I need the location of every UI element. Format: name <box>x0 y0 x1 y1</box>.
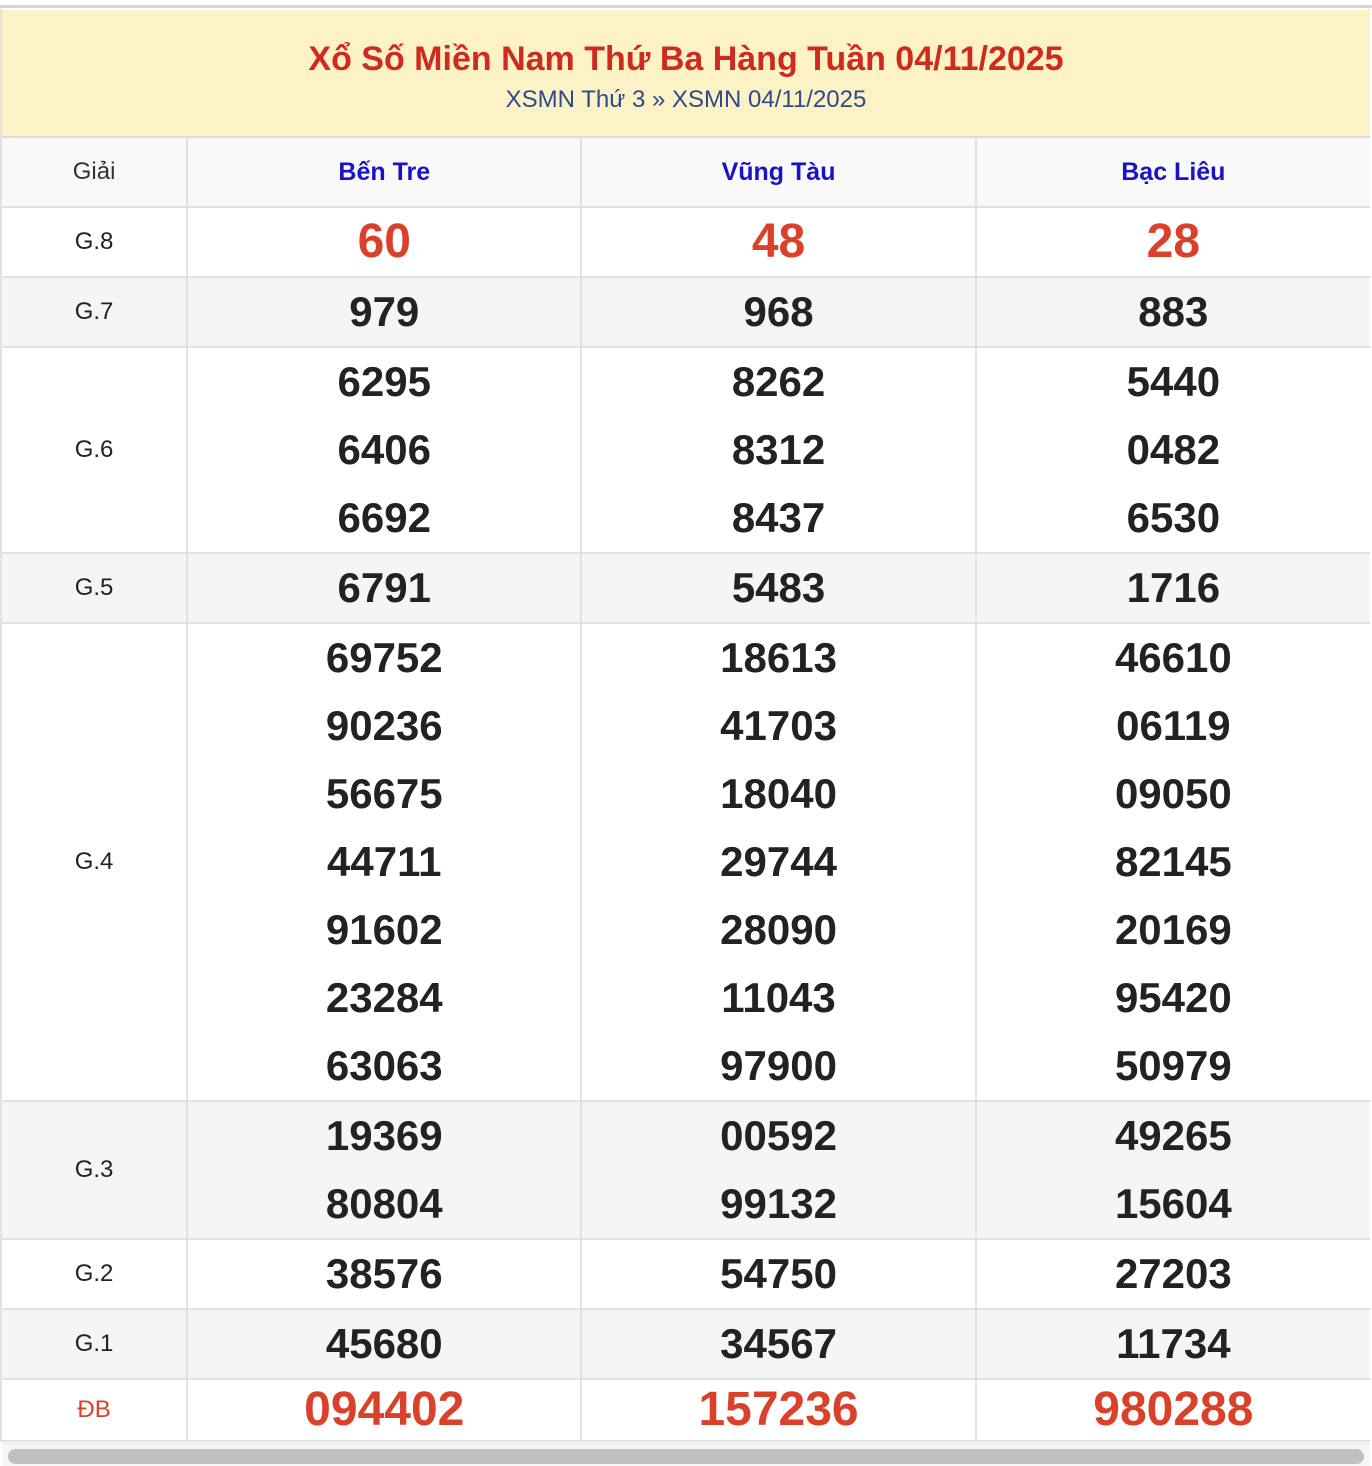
prize-label: G.3 <box>2 1101 187 1239</box>
prize-number: 00592 <box>720 1112 837 1159</box>
prize-number: 8437 <box>731 494 826 541</box>
prize-cell <box>976 1239 1370 1309</box>
prize-cell <box>187 277 581 347</box>
prize-number: 46610 <box>1114 634 1232 681</box>
prize-number: 49265 <box>1114 1112 1232 1159</box>
prize-number: 18040 <box>720 770 837 817</box>
prize-cell <box>581 347 975 553</box>
prize-number: 0482 <box>1126 426 1221 473</box>
page-title: Xổ Số Miền Nam Thứ Ba Hàng Tuần 04/11/2025 <box>308 40 1064 78</box>
table-header-row <box>2 137 1370 207</box>
prize-number: 883 <box>1138 288 1209 335</box>
prize-cell <box>187 1309 581 1379</box>
prize-row-g3 <box>2 1101 1370 1239</box>
prize-cell <box>976 1101 1370 1239</box>
prize-number: 968 <box>743 288 814 335</box>
prize-label: G.4 <box>2 623 187 1101</box>
prize-number: 6295 <box>337 358 431 405</box>
prize-number: 18613 <box>720 634 837 681</box>
prize-cell <box>581 1309 975 1379</box>
top-divider <box>0 5 1372 8</box>
prize-cell <box>581 623 975 1101</box>
prize-number: 34567 <box>720 1320 837 1367</box>
prize-cell <box>581 1239 975 1309</box>
prize-cell <box>187 207 581 277</box>
special-prize-number: 157236 <box>698 1383 859 1436</box>
prize-row-g5 <box>2 553 1370 623</box>
prize-number: 91602 <box>325 906 443 953</box>
prize-number: 99132 <box>720 1180 837 1227</box>
prize-number: 6406 <box>337 426 431 473</box>
prize-number: 09050 <box>1114 770 1232 817</box>
prize-number: 5440 <box>1126 358 1221 405</box>
prize-cell <box>976 1379 1370 1441</box>
prize-number: 1716 <box>1126 564 1221 611</box>
province-header-bac-lieu[interactable]: Bạc Liêu <box>976 137 1370 207</box>
prize-number: 6791 <box>337 564 431 611</box>
province-header-vung-tau[interactable]: Vũng Tàu <box>581 137 975 207</box>
prize-cell <box>976 623 1370 1101</box>
prize-row-special <box>2 1379 1370 1441</box>
prize-row-g7 <box>2 277 1370 347</box>
prize-number: 97900 <box>720 1042 837 1089</box>
prize-number: 28090 <box>720 906 837 953</box>
prize-cell <box>581 553 975 623</box>
prize-number: 29744 <box>720 838 837 885</box>
prize-number: 48 <box>751 215 806 268</box>
prize-cell <box>187 553 581 623</box>
prize-cell <box>581 207 975 277</box>
special-prize-number: 980288 <box>1093 1383 1254 1436</box>
breadcrumb-separator: » <box>645 86 672 113</box>
prize-cell <box>187 623 581 1101</box>
special-prize-number: 094402 <box>304 1383 465 1436</box>
breadcrumb-link-xsmn-date[interactable]: XSMN 04/11/2025 <box>672 86 867 113</box>
horizontal-scrollbar[interactable] <box>2 1443 1370 1466</box>
prize-number: 8312 <box>731 426 826 473</box>
breadcrumb-link-xsmn-thu-3[interactable]: XSMN Thứ 3 <box>505 86 646 113</box>
prize-number: 60 <box>357 215 411 268</box>
prize-number: 44711 <box>327 838 442 885</box>
prize-number: 50979 <box>1114 1042 1232 1089</box>
prize-label: G.1 <box>2 1309 187 1379</box>
prize-number: 6530 <box>1126 494 1221 541</box>
prize-number: 63063 <box>325 1042 443 1089</box>
prize-number: 28 <box>1146 215 1201 268</box>
prize-row-g8 <box>2 207 1370 277</box>
prize-label-special: ĐB <box>2 1379 187 1441</box>
prize-label: G.2 <box>2 1239 187 1309</box>
prize-number: 38576 <box>325 1250 443 1297</box>
prize-number: 06119 <box>1116 702 1231 749</box>
prize-number: 20169 <box>1114 906 1232 953</box>
prize-cell <box>187 347 581 553</box>
breadcrumb <box>2 86 1370 114</box>
prize-number: 979 <box>349 288 420 335</box>
province-header-ben-tre[interactable]: Bến Tre <box>187 137 581 207</box>
prize-number: 23284 <box>325 974 443 1021</box>
prize-label: G.7 <box>2 277 187 347</box>
prize-cell <box>187 1101 581 1239</box>
prize-cell <box>976 553 1370 623</box>
prize-cell <box>581 277 975 347</box>
prize-number: 15604 <box>1114 1180 1232 1227</box>
prize-number: 90236 <box>325 702 443 749</box>
prize-cell <box>581 1101 975 1239</box>
prize-cell <box>976 277 1370 347</box>
prize-row-g2 <box>2 1239 1370 1309</box>
prize-cell <box>976 347 1370 553</box>
prize-number: 6692 <box>337 494 431 541</box>
prize-number: 45680 <box>325 1320 443 1367</box>
scrollbar-thumb[interactable] <box>8 1449 1364 1464</box>
prize-number: 11734 <box>1116 1320 1231 1367</box>
prize-label: G.6 <box>2 347 187 553</box>
prize-number: 54750 <box>720 1250 837 1297</box>
prize-cell <box>976 1309 1370 1379</box>
prize-number: 19369 <box>325 1112 443 1159</box>
prize-cell <box>187 1379 581 1441</box>
prize-number: 95420 <box>1114 974 1232 1021</box>
prize-number: 80804 <box>325 1180 443 1227</box>
prize-row-g4 <box>2 623 1370 1101</box>
prize-number: 27203 <box>1114 1250 1232 1297</box>
prize-label: G.5 <box>2 553 187 623</box>
prize-number: 56675 <box>325 770 443 817</box>
prize-label: G.8 <box>2 207 187 277</box>
prize-column-header: Giải <box>2 137 187 207</box>
prize-cell <box>976 207 1370 277</box>
prize-number: 8262 <box>731 358 826 405</box>
results-header <box>2 10 1370 136</box>
prize-cell <box>581 1379 975 1441</box>
prize-number: 82145 <box>1114 838 1232 885</box>
prize-number: 5483 <box>731 564 826 611</box>
prize-row-g6 <box>2 347 1370 553</box>
prize-number: 69752 <box>325 634 443 681</box>
results-table <box>2 136 1370 1442</box>
prize-number: 11043 <box>721 974 836 1021</box>
prize-number: 41703 <box>720 702 837 749</box>
prize-row-g1 <box>2 1309 1370 1379</box>
prize-cell <box>187 1239 581 1309</box>
